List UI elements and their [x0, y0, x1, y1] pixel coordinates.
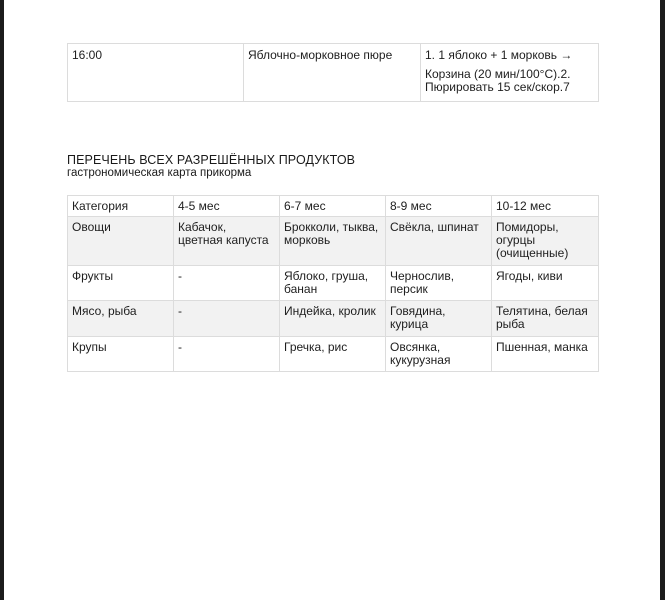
table-row: [68, 44, 599, 102]
column-header-8-9: 8-9 мес: [386, 196, 492, 217]
table-cell: Свёкла, шпинат: [386, 217, 492, 266]
meal-step-2: Корзина (20 мин/100°C).2. Пюрировать 15 сек/скор.7: [425, 67, 571, 94]
column-header-6-7: 6-7 мес: [280, 196, 386, 217]
table-cell: Овощи: [68, 217, 174, 266]
table-cell: -: [174, 337, 280, 372]
table-cell: Яблоко, груша, банан: [280, 266, 386, 301]
table-cell: Крупы: [68, 337, 174, 372]
column-header-4-5: 4-5 мес: [174, 196, 280, 217]
section-subtitle: гастрономическая карта прикорма: [67, 167, 252, 179]
table-cell: -: [174, 266, 280, 301]
table-row: [68, 266, 599, 301]
table-cell: Гречка, рис: [280, 337, 386, 372]
table-cell: Телятина, белая рыба: [492, 301, 599, 337]
table-cell: Кабачок, цветная капуста: [174, 217, 280, 266]
meal-schedule-table: [67, 43, 599, 102]
products-table: [67, 195, 599, 372]
table-cell: Чернослив, персик: [386, 266, 492, 301]
table-row: [68, 301, 599, 337]
table-cell: Говядина, курица: [386, 301, 492, 337]
meal-steps-cell: [421, 44, 599, 102]
table-cell: Ягоды, киви: [492, 266, 599, 301]
section-title: ПЕРЕЧЕНЬ ВСЕХ РАЗРЕШЁННЫХ ПРОДУКТОВ: [67, 153, 356, 167]
table-header-row: [68, 196, 599, 217]
table-cell: -: [174, 301, 280, 337]
column-header-category: Категория: [68, 196, 174, 217]
meal-step-1: 1. 1 яблоко + 1 морковь →: [425, 48, 573, 62]
document-page: [4, 0, 660, 600]
meal-time-cell: 16:00: [68, 44, 244, 102]
table-cell: Пшенная, манка: [492, 337, 599, 372]
table-cell: Брокколи, тыква, морковь: [280, 217, 386, 266]
table-row: [68, 337, 599, 372]
table-cell: Фрукты: [68, 266, 174, 301]
table-cell: Мясо, рыба: [68, 301, 174, 337]
meal-dish-cell: Яблочно-морковное пюре: [244, 44, 421, 102]
column-header-10-12: 10-12 мес: [492, 196, 599, 217]
table-row: [68, 217, 599, 266]
table-cell: Овсянка, кукурузная: [386, 337, 492, 372]
table-cell: Помидоры, огурцы (очищенные): [492, 217, 599, 266]
table-cell: Индейка, кролик: [280, 301, 386, 337]
